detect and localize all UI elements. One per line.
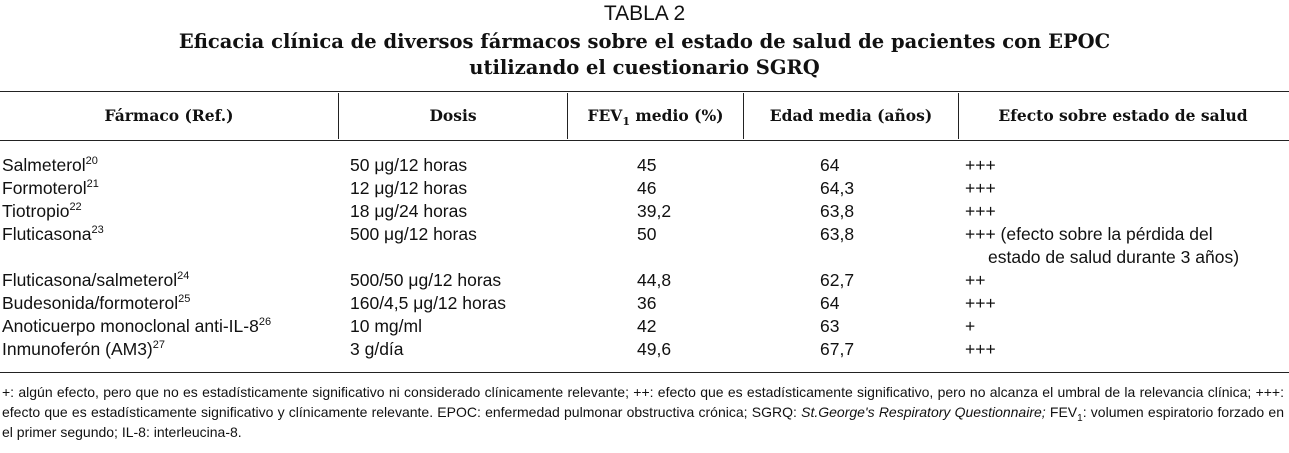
- row-drug: Inmunoferón $(AM3)^{27}$: [2, 339, 166, 359]
- row-dose: 50 μg/12 horas: [350, 155, 468, 175]
- footnote-part-3: : volumen espiratorio forzado en el primer segundo; IL-8: interleucina-8.: [2, 404, 1285, 440]
- row-fev: 46: [637, 178, 657, 198]
- table-title-line-2: utilizando el cuestionario SGRQ: [469, 56, 820, 79]
- footnote-italic: St.George's Respiratory Questionnaire;: [801, 404, 1046, 420]
- row-fev: 49,6: [637, 339, 672, 359]
- row-drug: Budesonida/formoterol$^{25}$: [2, 293, 191, 313]
- row-age: 63: [820, 316, 840, 336]
- row-drug: Fluticasona/salmeterol$^{24}$: [2, 270, 190, 290]
- header-fev-sub: 1: [622, 115, 630, 129]
- row-fev: 39,2: [637, 201, 672, 221]
- header-drug: Fármaco (Ref.): [104, 106, 234, 125]
- table-title: [0, 29, 1289, 81]
- row-age: 64: [820, 155, 840, 175]
- row-fev: 44,8: [637, 270, 672, 290]
- row-effect: +++: [965, 339, 996, 359]
- row-age: 64,3: [820, 178, 855, 198]
- footnote-sub: 1: [1077, 412, 1083, 424]
- header-age: Edad media (años): [769, 106, 933, 125]
- footnote-part-2: FEV: [1045, 404, 1078, 420]
- table-label: TABLA 2: [603, 2, 686, 25]
- row-effect: +++: [965, 293, 996, 313]
- table-top-rule: [0, 91, 1289, 92]
- row-fev: 45: [637, 155, 657, 175]
- row-age: 67,7: [820, 339, 855, 359]
- footnote-part-1: +: algún efecto, pero que no es estadísticamente significativo ni considerado clínicamente relevante; ++: efecto que es estadísticamente significativo, pero no alcanza el umbral de la relevancia clínica; +++: efecto que es estadísticamente significativo y clínicamente relevante. EPOC: enfermedad pulmonar obstructiva crónica; SGRQ:: [2, 384, 1284, 420]
- row-fev: 50: [637, 224, 657, 244]
- row-drug: Formoterol$^{21}$: [2, 178, 99, 198]
- row-age: 63,8: [820, 201, 855, 221]
- row-effect: +: [965, 316, 976, 336]
- header-effect: Efecto sobre estado de salud: [998, 106, 1248, 125]
- row-drug: Salmeterol$^{20}$: [2, 155, 98, 175]
- header-fev: [568, 93, 743, 139]
- row-effect: +++: [965, 178, 996, 198]
- row-effect: +++: [965, 201, 996, 221]
- row-fev: 36: [637, 293, 657, 313]
- row-drug: Tiotropio$^{22}$: [2, 201, 82, 221]
- row-effect: +++: [965, 155, 996, 175]
- row-drug: Anoticuerpo monoclonal anti-$IL-8^{26}$: [2, 316, 272, 336]
- row-age: 63,8: [820, 224, 855, 244]
- row-dose: 12 μg/12 horas: [350, 178, 468, 198]
- row-fev: 42: [637, 316, 657, 336]
- table-title-line-1: Eficacia clínica de diversos fármacos sobre el estado de salud de pacientes con EPOC: [178, 30, 1111, 53]
- row-dose: 500/50 μg/12 horas: [350, 270, 502, 290]
- row-dose: 3 g/día: [350, 339, 404, 359]
- row-dose: 500 μg/12 horas: [350, 224, 477, 244]
- row-effect-continued: estado de salud durante 3 años): [988, 247, 1240, 267]
- header-fev-suffix: medio (%): [630, 106, 724, 125]
- row-drug: Fluticasona$^{23}$: [2, 224, 104, 244]
- header-fev-prefix: FEV: [587, 106, 623, 125]
- row-age: 62,7: [820, 270, 855, 290]
- header-dose: Dosis: [429, 106, 477, 125]
- table-bottom-rule: [0, 372, 1289, 373]
- row-dose: 18 μg/24 horas: [350, 201, 468, 221]
- row-dose: 160/4,5 μg/12 horas: [350, 293, 507, 313]
- row-effect: ++: [965, 270, 986, 290]
- table-header-rule: [0, 140, 1289, 141]
- row-age: 64: [820, 293, 840, 313]
- row-dose: 10 mg/ml: [350, 316, 422, 336]
- table-footnote: [2, 382, 1284, 442]
- row-effect: +++ (efecto sobre la pérdida del: [965, 224, 1213, 244]
